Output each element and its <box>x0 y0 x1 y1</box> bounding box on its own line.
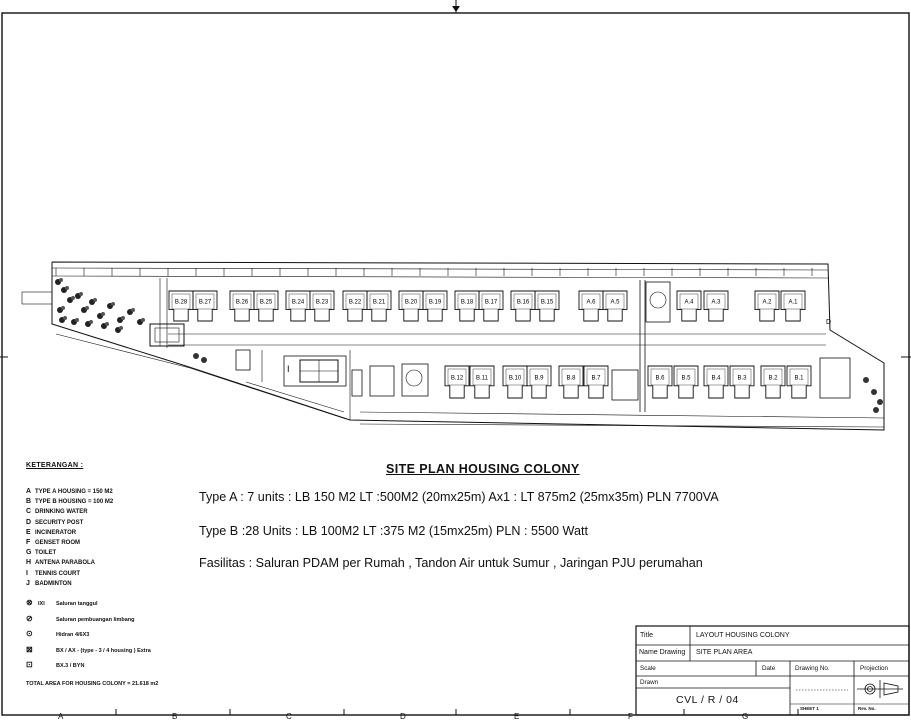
unit-label: B.2 <box>768 375 778 382</box>
grid-letter: F <box>628 712 633 720</box>
housing-unit <box>230 291 254 321</box>
housing-unit <box>445 366 469 398</box>
grid-letter: G <box>742 712 749 720</box>
legend-text: BADMINTON <box>35 580 72 587</box>
grid-letter: C <box>286 712 292 720</box>
unit-label: B.16 <box>516 299 530 306</box>
housing-unit <box>787 366 811 398</box>
top-center-arrow <box>452 6 460 12</box>
legend-key: G <box>26 549 32 557</box>
type-b-spec: Type B :28 Units : LB 100M2 LT :375 M2 (15mx25m) PLN : 5500 Watt <box>199 524 588 538</box>
legend-item <box>26 548 113 558</box>
legend-item <box>26 507 113 517</box>
housing-unit <box>648 366 672 398</box>
bottom-grid <box>116 709 798 715</box>
unit-label: B.3 <box>737 375 747 382</box>
legend-text: TYPE A HOUSING = 150 M2 <box>35 489 113 495</box>
unit-label: B.20 <box>404 299 418 306</box>
legend-text: TOILET <box>35 550 57 557</box>
housing-unit <box>527 366 551 398</box>
unit-label: A.5 <box>610 299 620 306</box>
top-row-units <box>169 291 805 321</box>
symbol-icon: ⊡ <box>26 660 33 669</box>
legend-text: SECURITY POST <box>35 519 84 526</box>
symbol-code: IXI <box>38 601 45 607</box>
housing-unit <box>470 366 494 398</box>
unit-label: B.27 <box>198 299 212 306</box>
legend-text: DRINKING WATER <box>35 509 88 516</box>
legend-text: INCINERATOR <box>35 529 77 536</box>
bottom-row-units <box>445 366 811 398</box>
drawing-no-label: Drawing No. <box>795 665 830 672</box>
unit-label: A.6 <box>586 299 596 306</box>
housing-unit <box>603 291 627 321</box>
legend-key: C <box>26 508 32 516</box>
symbol-legend <box>26 596 151 674</box>
unit-label: A.2 <box>762 299 772 306</box>
housing-unit <box>584 366 608 398</box>
legend-text: TYPE B HOUSING = 100 M2 <box>35 499 114 506</box>
unit-label: B.4 <box>711 375 721 382</box>
legend-key: E <box>26 528 31 536</box>
unit-label: B.6 <box>655 375 665 382</box>
legend-item <box>26 528 113 538</box>
unit-label: B.8 <box>566 375 576 382</box>
date-label: Date <box>762 665 776 672</box>
unit-label: B.22 <box>348 299 362 306</box>
housing-unit <box>761 366 785 398</box>
legend-text: GENSET ROOM <box>35 540 81 547</box>
legend-item <box>26 579 113 589</box>
symbol-icon: ⊙ <box>26 629 33 638</box>
total-area: TOTAL AREA FOR HOUSING COLONY = 21.618 m2 <box>26 681 159 687</box>
unit-label: B.7 <box>591 375 601 382</box>
projection-label: Projection <box>860 665 889 672</box>
housing-unit <box>535 291 559 321</box>
housing-unit <box>310 291 334 321</box>
unit-label: B.11 <box>476 375 488 382</box>
legend-item <box>26 558 113 568</box>
symbol-item <box>26 658 151 674</box>
unit-label: B.28 <box>174 299 188 306</box>
legend-text: TENNIS COURT <box>35 570 80 577</box>
rev-label: Rev. No. <box>858 706 876 711</box>
legend-key: J <box>26 579 30 587</box>
housing-unit <box>781 291 805 321</box>
legend-key: H <box>26 559 32 567</box>
housing-unit <box>677 291 701 321</box>
housing-unit <box>367 291 391 321</box>
symbol-text: BX.3 / BYN <box>56 663 85 669</box>
grid-letter: B <box>172 712 178 720</box>
symbol-text: BX / AX - (type - 3 / 4 housing ) Extra <box>56 647 151 654</box>
unit-label: B.18 <box>460 299 474 306</box>
legend-item <box>26 518 113 528</box>
unit-label: A.4 <box>684 299 694 306</box>
unit-label: B.10 <box>508 375 522 382</box>
unit-label: B.25 <box>259 299 273 306</box>
sheet-label: SHEET 1 <box>800 706 819 711</box>
drawing-code: CVL / R / 04 <box>676 694 739 706</box>
tennis-court-label: I <box>287 364 290 374</box>
title-value: LAYOUT HOUSING COLONY <box>696 632 790 639</box>
drawing-title: SITE PLAN HOUSING COLONY <box>386 462 580 476</box>
housing-unit <box>503 366 527 398</box>
housing-unit <box>399 291 423 321</box>
housing-unit <box>704 291 728 321</box>
name-drawing-label: Name Drawing <box>639 649 686 656</box>
legend-item <box>26 487 113 497</box>
legend-list <box>26 487 113 589</box>
symbol-icon: ⊘ <box>26 613 33 623</box>
legend-title: KETERANGAN : <box>26 462 84 469</box>
drawn-label: Drawn <box>640 679 659 686</box>
legend-key: I <box>26 569 28 577</box>
type-a-spec: Type A : 7 units : LB 150 M2 LT :500M2 (20mx25m) Ax1 : LT 875m2 (25mx35m) PLN 7700VA <box>199 490 719 504</box>
name-drawing-value: SITE PLAN AREA <box>696 649 753 656</box>
facilities-spec: Fasilitas : Saluran PDAM per Rumah , Tandon Air untuk Sumur , Jaringan PJU perumahan <box>199 556 703 570</box>
symbol-icon: ⊗ <box>26 598 33 607</box>
housing-unit <box>343 291 367 321</box>
unit-label: B.5 <box>681 375 691 382</box>
unit-label: B.21 <box>372 299 386 306</box>
housing-unit <box>730 366 754 398</box>
symbol-text: Hidran 4/6X3 <box>56 632 90 638</box>
unit-label: B.12 <box>450 375 464 382</box>
unit-label: B.17 <box>484 299 498 306</box>
title-label: Title <box>640 632 653 639</box>
symbol-text: Saluran tanggul <box>56 601 98 607</box>
housing-unit <box>169 291 193 321</box>
housing-unit <box>511 291 535 321</box>
housing-unit <box>254 291 278 321</box>
symbol-item <box>26 643 151 659</box>
site-boundary <box>22 262 884 430</box>
grid-letter: D <box>400 712 406 720</box>
housing-unit <box>755 291 779 321</box>
unit-label: B.26 <box>235 299 249 306</box>
legend-key: D <box>26 518 32 526</box>
housing-unit <box>479 291 503 321</box>
legend-key: A <box>26 488 32 495</box>
housing-unit <box>674 366 698 398</box>
housing-unit <box>579 291 603 321</box>
housing-unit <box>193 291 217 321</box>
housing-unit <box>455 291 479 321</box>
legend-key: F <box>26 539 31 547</box>
unit-label: B.1 <box>794 375 804 382</box>
symbol-item <box>26 612 151 628</box>
grid-letter: E <box>514 712 520 720</box>
unit-label: B.19 <box>428 299 442 306</box>
symbol-icon: ⊠ <box>26 644 33 654</box>
housing-unit <box>286 291 310 321</box>
symbol-text: Saluran pembuangan limbang <box>56 616 135 623</box>
housing-unit <box>423 291 447 321</box>
projection-icon <box>857 680 903 698</box>
legend-item <box>26 497 113 507</box>
unit-label: B.24 <box>291 299 305 306</box>
housing-unit <box>704 366 728 398</box>
grid-letters <box>58 712 748 720</box>
legend-item <box>26 538 113 548</box>
unit-label: B.23 <box>315 299 329 306</box>
legend-text: ANTENA PARABOLA <box>35 560 95 567</box>
corner-facility-label: D <box>826 319 832 326</box>
legend-key: B <box>26 498 32 506</box>
unit-label: A.1 <box>788 299 798 306</box>
unit-label: B.15 <box>540 299 554 306</box>
legend-item <box>26 569 113 579</box>
symbol-item <box>26 596 151 612</box>
housing-unit <box>559 366 583 398</box>
unit-label: A.3 <box>711 299 721 306</box>
unit-label: B.9 <box>534 375 544 382</box>
symbol-item <box>26 627 151 643</box>
grid-letter: A <box>58 712 64 720</box>
scale-label: Scale <box>640 665 656 672</box>
